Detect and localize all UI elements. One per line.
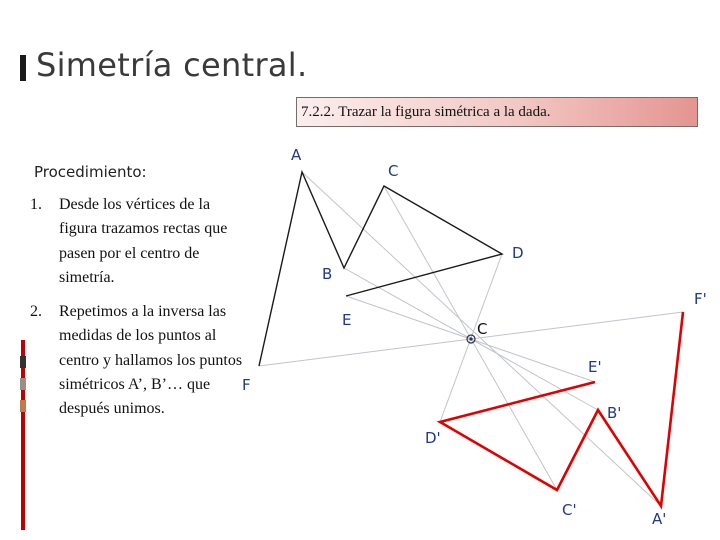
step-text: Desde los vértices de la figura trazamos rectas que pasen por el centro de simetría. xyxy=(59,196,228,286)
label-a-prime: A' xyxy=(652,510,667,528)
step-number: 2. xyxy=(30,303,42,321)
label-b: B xyxy=(322,265,333,283)
step-text: Repetimos a la inversa las medidas de los puntos al centro y hallamos los puntos simétricos A’, B’… que después unimos. xyxy=(59,303,243,418)
label-b-prime: B' xyxy=(607,404,622,422)
step-number: 1. xyxy=(30,196,42,213)
procedure-heading: Procedimiento: xyxy=(34,163,147,181)
label-a: A xyxy=(291,146,302,164)
label-f-prime: F' xyxy=(694,290,707,308)
label-e-prime: E' xyxy=(588,358,602,376)
page-title: Simetría central. xyxy=(36,46,308,84)
label-d-prime: D' xyxy=(425,429,441,447)
label-f: F xyxy=(242,376,251,394)
subtitle-text: 7.2.2. Trazar la figura simétrica a la dada. xyxy=(301,104,551,120)
label-c-prime: C' xyxy=(562,501,577,519)
label-d: D xyxy=(512,244,524,262)
construction-line-a xyxy=(302,172,661,506)
label-c: C xyxy=(388,162,399,180)
label-center: C xyxy=(477,320,488,338)
label-e: E xyxy=(342,311,352,329)
